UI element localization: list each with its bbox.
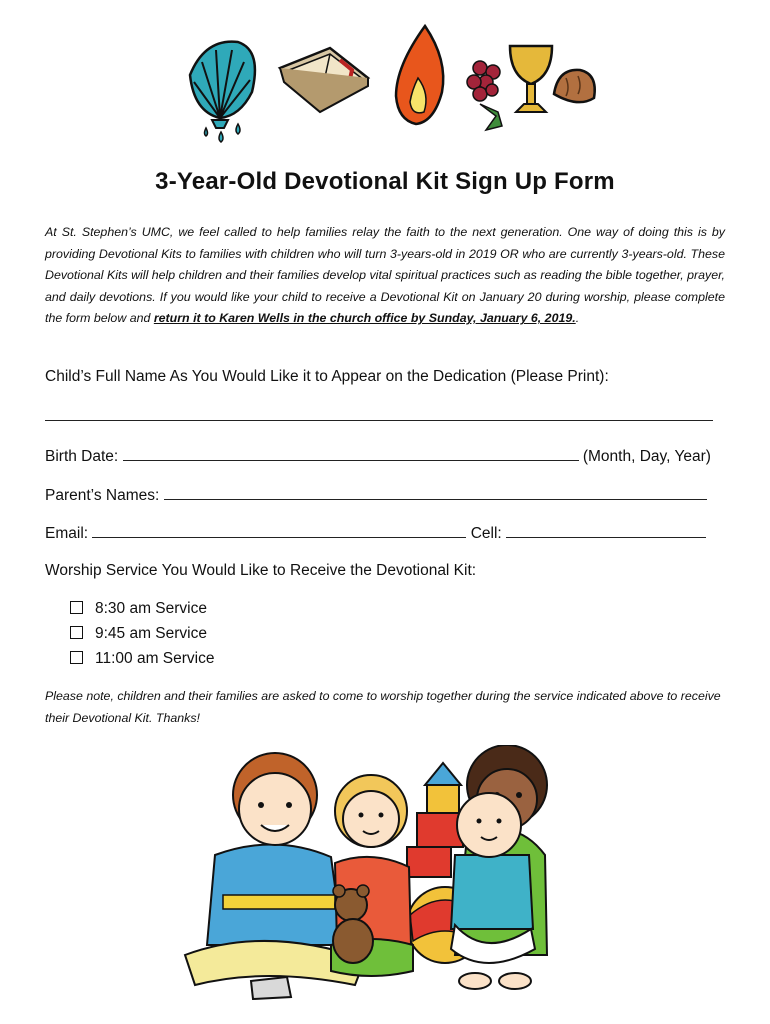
parents-field[interactable] (164, 485, 707, 500)
service-option-945[interactable] (70, 625, 207, 643)
parents-row (45, 485, 707, 505)
birth-date-row (45, 446, 711, 466)
form-title: 3-Year-Old Devotional Kit Sign Up Form (155, 168, 615, 195)
intro-text: At St. Stephen’s UMC, we feel called to help families relay the faith to the next generation. One way of doing this is by providing Devotional Kits to families with children who will turn 3-years-old in 2019 OR who are currently 3-years-old. These Devotional Kits will help children and their families develop vital spiritual practices such as reading the bible together, prayer, and daily devotions. If you would like your child to receive a Devotional Kit on January 20 during worship, please complete the form below and (45, 225, 725, 326)
open-bible-icon (280, 48, 368, 112)
intro-paragraph (45, 222, 725, 330)
service-option-label: 8:30 am Service (95, 600, 207, 617)
service-label: Worship Service You Would Like to Receive the Devotional Kit: (45, 562, 477, 579)
intro-deadline: return it to Karen Wells in the church office by Sunday, January 6, 2019. (153, 311, 576, 326)
children-illustration (155, 745, 595, 1000)
email-label: Email: (45, 525, 89, 542)
scallop-shell-icon (190, 42, 255, 142)
birth-date-field[interactable] (123, 446, 579, 461)
email-field[interactable] (92, 523, 466, 538)
closing-note: Please note, children and their families are asked to come to worship together during the service indicated above to receive their Devotional Kit. Thanks! (45, 689, 721, 725)
service-option-830[interactable] (70, 600, 207, 618)
cell-field[interactable] (506, 523, 706, 538)
checkbox-1100[interactable] (70, 651, 83, 664)
checkbox-945[interactable] (70, 626, 83, 639)
cell-label: Cell: (470, 525, 502, 542)
checkbox-830[interactable] (70, 601, 83, 614)
grapes-icon (467, 61, 502, 130)
child-name-label: Child’s Full Name As You Would Like it to Appear on the Dedication (Please Print): (45, 368, 609, 385)
parents-label: Parent’s Names: (45, 487, 160, 504)
service-option-label: 9:45 am Service (95, 625, 207, 642)
flame-icon (396, 26, 443, 124)
header-clipart (180, 20, 600, 150)
birth-date-hint: (Month, Day, Year) (582, 448, 711, 465)
child-name-field[interactable] (45, 406, 713, 426)
birth-date-label: Birth Date: (45, 448, 119, 465)
service-option-1100[interactable] (70, 650, 214, 668)
intro-end: . (575, 311, 580, 326)
service-option-label: 11:00 am Service (95, 650, 215, 667)
bread-icon (554, 70, 595, 102)
chalice-icon (510, 46, 552, 112)
contact-row (45, 523, 706, 543)
